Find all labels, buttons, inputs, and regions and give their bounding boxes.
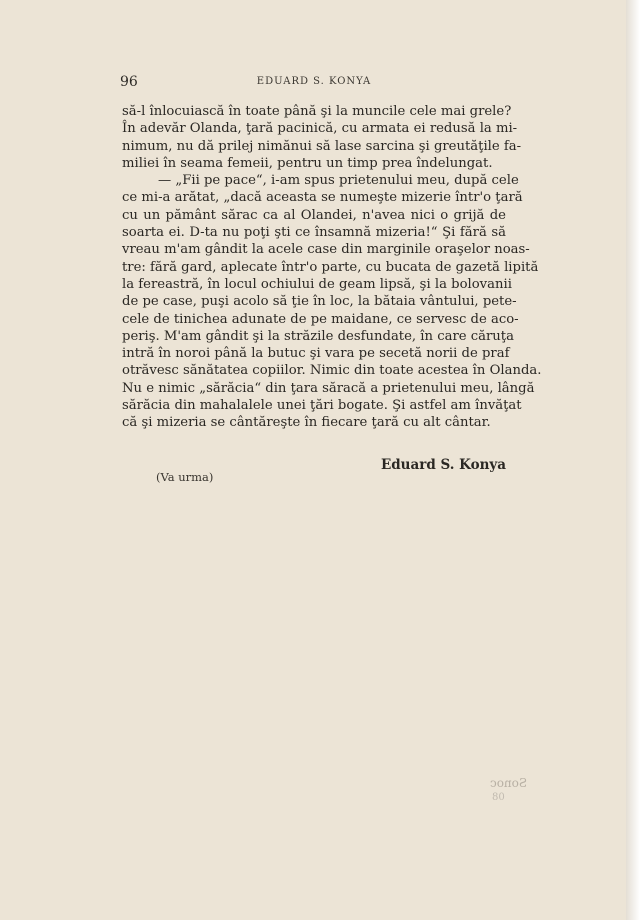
- running-title: EDUARD S. KONYA: [256, 76, 372, 87]
- text-line: intră în noroi până la butuc şi vara pe secetă norii de praf: [122, 346, 510, 362]
- text-line: vreau m'am gândit la acele case din marginile oraşelor noas-: [122, 242, 530, 258]
- text-line: În adevăr Olanda, ţară pacinică, cu armata ei redusă la mi-: [122, 121, 518, 137]
- text-line: de pe case, puşi acolo să ţie în loc, la bătaia vântului, pete-: [122, 294, 517, 310]
- text-line: la fereastră, în locul ochiului de geam lipsă, şi la bolovanii: [122, 276, 512, 292]
- page-edge: [626, 0, 640, 920]
- bleed-through-text: Sonoc: [490, 776, 528, 790]
- text-line: că şi mizeria se cântăreşte în fiecare ţară cu alt cântar.: [122, 415, 491, 431]
- bleed-through-text: 08: [492, 792, 505, 803]
- to-be-continued-note: (Va urma): [156, 470, 214, 484]
- text-line: periş. M'am gândit şi la străzile desfundate, în care căruţa: [122, 328, 514, 344]
- text-line: nimum, nu dă prilej nimănui să lase sarcina şi greutăţile fa-: [122, 138, 522, 154]
- text-line: cele de tinichea adunate de pe maidane, ce servesc de aco-: [122, 311, 519, 327]
- page-header: [120, 74, 508, 94]
- text-line: otrăvesc sănătatea copiilor. Nimic din toate acestea în Olanda.: [122, 363, 542, 379]
- text-line: cu un pământ sărac ca al Olandei, n'avea nici o grijă de: [122, 207, 506, 223]
- article-body: [122, 103, 542, 432]
- text-line: tre: fără gard, aplecate într'o parte, cu bucata de gazetă lipită: [122, 259, 539, 275]
- text-line: Nu e nimic „sărăcia“ din ţara săracă a prietenului meu, lângă: [122, 380, 535, 396]
- text-line: miliei în seama femeii, pentru un timp prea îndelungat.: [122, 155, 493, 171]
- author-signature: Eduard S. Konya: [380, 457, 506, 473]
- text-line: — „Fii pe pace“, i-am spus prietenului meu, după cele: [158, 173, 519, 189]
- text-line: sărăcia din mahalalele unei ţări bogate. Şi astfel am învăţat: [122, 398, 522, 414]
- page-number: 96: [120, 74, 138, 90]
- text-line: ce mi-a arătat, „dacă aceasta se numeşte mizerie într'o ţară: [122, 190, 523, 206]
- text-line: soarta ei. D-ta nu poţi şti ce însamnă mizeria!“ Şi fără să: [122, 225, 506, 241]
- text-line: să-l înlocuiască în toate până şi la muncile cele mai grele?: [122, 104, 512, 119]
